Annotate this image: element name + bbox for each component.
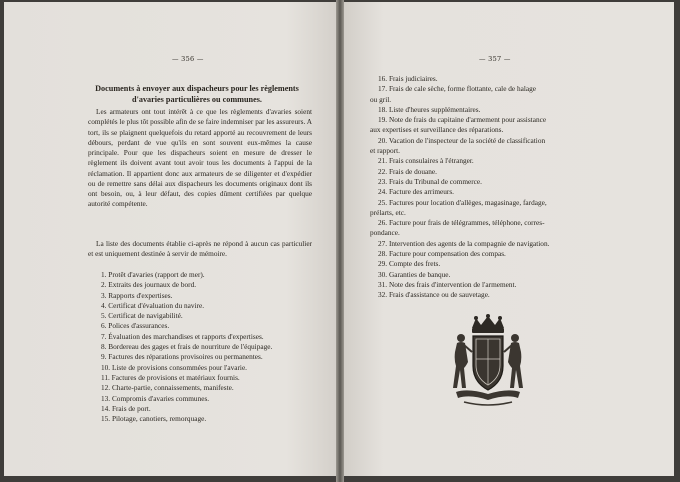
list-item: 8. Bordereau des gages et frais de nourriture de l'équipage. [101,342,273,352]
list-item-line: 18. Liste d'heures supplémentaires. [378,104,481,114]
left-supporter-figure [453,334,472,388]
list-item: 14. Frais de port. [101,403,151,413]
title-line: Documents à envoyer aux dispacheurs pour les règlements [95,84,299,93]
left-page [4,2,336,476]
list-item-line: 20. Vacation de l'inspecteur de la société de classification [378,135,546,145]
list-item [370,239,640,249]
base-scroll [456,390,520,400]
list-item [370,259,640,269]
list-item-line: 25. Factures pour location d'allèges, magasinage, fardage, [378,197,547,207]
paragraph: Les armateurs ont tout intérêt à ce que les règlements d'avaries soient complétés le plus tôt possible afin de se faire indemniser par les assureurs. A tort, ils se plaignent quelquefois du retard apporté au recouvrement de leurs débours, perdant de vue qu'ils en sont souvent eux-mêmes la cause principale. Pour que les dispacheurs soient en mesure de dresser le règlement ils doivent avant tout avoir tous les documents à l'appui de la réclamation. Il appartient donc aux armateurs de se diligenter et d'expédier ou de remettre sans délai aux dispacheurs les documents originaux dont ils ont besoin, ou, à leur défaut, des copies dûment certifiées par quelque autorité compétente. [88,107,312,209]
list-item-line: 28. Facture pour compensation des compas. [378,249,506,259]
list-item [370,177,640,187]
list-item [370,249,640,259]
right-page [344,2,674,476]
list-item-line: 19. Note de frais du capitaine d'armement pour assistance [378,115,547,125]
list-item: 11. Factures de provisions et matériaux fournis. [101,372,240,382]
list-item [370,280,640,290]
list-item-line: 30. Garanties de banque. [378,269,451,279]
list-item-line: 31. Note des frais d'intervention de l'armement. [378,279,517,289]
list-item: 12. Charte-partie, connaissements, manifeste. [101,383,234,393]
list-item-line: 17. Frais de cale sèche, forme flottante, cale de halage [378,84,537,94]
list-item: 10. Liste de provisions consommées pour l'avarie. [101,362,248,372]
list-item-line: 21. Frais consulaires à l'étranger. [378,156,474,166]
list-item-continuation: pondance. [370,228,400,238]
list-item [370,136,640,157]
list-item: 5. Certificat de navigabilité. [101,311,183,321]
document-list [101,270,311,424]
list-item: 15. Pilotage, canotiers, remorquage. [101,414,207,424]
list-item-line: 32. Frais d'assistance ou de sauvetage. [378,290,490,300]
paragraph: La liste des documents établie ci-après ne répond à aucun cas particulier et est uniquement destinée à servir de mémoire. [88,239,312,259]
list-item-line: 22. Frais de douane. [378,166,437,176]
list-item-line: 29. Compte des frets. [378,259,441,269]
list-item-line: 16. Frais judiciaires. [378,74,438,83]
page-number: — 357 — [479,55,511,63]
list-item: 13. Compromis d'avaries communes. [101,393,210,403]
list-item: 4. Certificat d'évaluation du navire. [101,300,205,310]
list-item [370,198,640,219]
list-item [370,74,640,84]
list-item [370,84,640,105]
list-item [370,167,640,177]
right-supporter-figure [504,334,523,388]
list-item [370,270,640,280]
list-item [370,290,640,300]
list-item-line: 26. Facture pour frais de télégrammes, téléphone, corres- [378,218,545,228]
book-gutter [336,0,344,482]
list-item-line: 23. Frais du Tribunal de commerce. [378,176,482,186]
list-item [370,115,640,136]
list-item-continuation: prélarts, etc. [370,207,406,217]
list-item: 3. Rapports d'expertises. [101,290,173,300]
note-paragraph [88,239,312,260]
list-item-continuation: aux expertises et surveillance des réparations. [370,125,504,135]
list-item: 9. Factures des réparations provisoires ou permanentes. [101,352,263,362]
list-item: 6. Polices d'assurances. [101,321,170,331]
list-item: 7. Évaluation des marchandises et rapports d'expertises. [101,331,264,341]
page-number: — 356 — [172,55,204,63]
section-title [85,83,309,105]
list-item [370,156,640,166]
list-item-line: 24. Facture des arrimeurs. [378,187,454,197]
list-item-continuation: et rapport. [370,146,400,156]
list-item [370,187,640,197]
list-item: 2. Extraits des journaux de bord. [101,280,197,290]
list-item: 1. Protêt d'avaries (rapport de mer). [101,270,205,279]
list-item-line: 27. Intervention des agents de la compagnie de navigation. [378,238,550,248]
coat-of-arms-emblem [448,314,528,412]
document-list-continued [370,74,640,301]
intro-paragraph [88,107,312,210]
list-item-continuation: ou gril. [370,94,392,104]
list-item [370,105,640,115]
title-line: d'avaries particulières ou communes. [132,95,262,104]
list-item [370,218,640,239]
crown-icon [472,314,504,333]
